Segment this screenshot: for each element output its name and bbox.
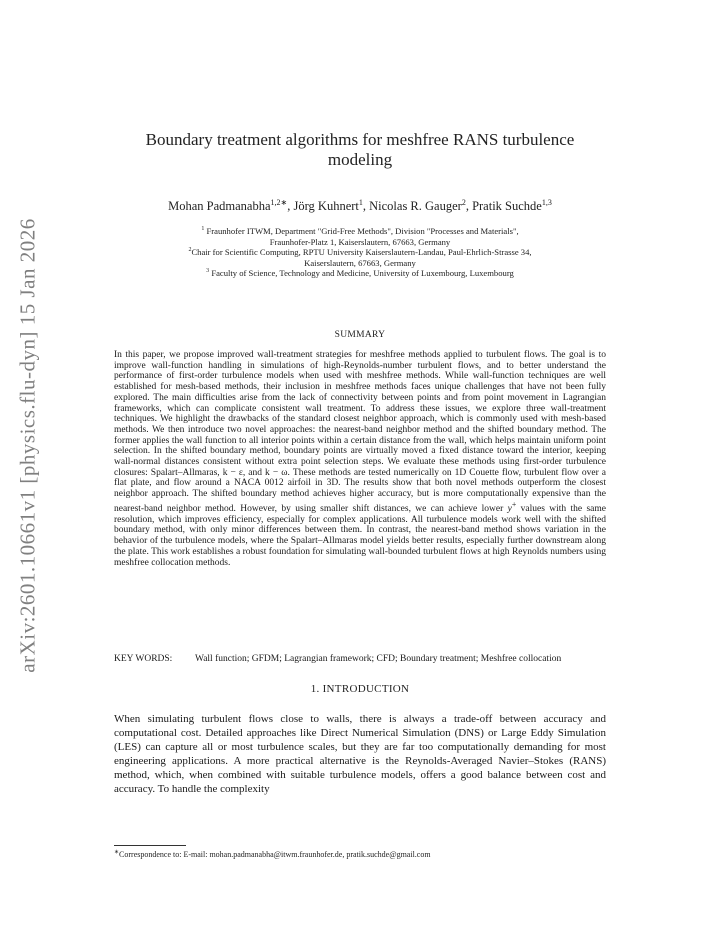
author-affiliation-mark: 1,2∗ bbox=[270, 197, 288, 207]
affiliation-mark: 3 bbox=[206, 268, 210, 275]
affiliation-mark: 2 bbox=[188, 247, 192, 254]
affiliation-3 bbox=[114, 268, 606, 279]
footnote-text: Correspondence to: E-mail: mohan.padmanabha@itwm.fraunhofer.de, pratik.suchde@gmail.com bbox=[119, 850, 431, 859]
arxiv-identifier: arXiv:2601.10661v1 [physics.flu-dyn] 15 Jan 2026 bbox=[15, 217, 40, 673]
abstract-part-2: values with the same resolution, which improves efficiency, especially for complex applications. All turbulence models work well with the shifted boundary method, with only minor differences between them. In contrast, the nearest-band method shows variation in the behavior of the turbulence models, where the Spalart–Allmaras model yields better results, especially further downstream along the plate. This work establishes a robust foundation for simulating wall-bounded turbulent flows at high Reynolds numbers using meshfree collocation methods. bbox=[114, 504, 606, 568]
correspondence-footnote bbox=[114, 850, 606, 859]
affiliation-line: Chair for Scientific Computing, RPTU University Kaiserslautern-Landau, Paul-Ehrlich-Strasse 34, bbox=[191, 247, 532, 257]
affiliation-line: Faculty of Science, Technology and Medicine, University of Luxembourg, Luxembourg bbox=[209, 268, 514, 278]
author-name: Nicolas R. Gauger bbox=[369, 199, 462, 213]
author-name: Jörg Kuhnert bbox=[293, 199, 359, 213]
author-affiliation-mark: 2 bbox=[461, 197, 466, 207]
introduction-paragraph: When simulating turbulent flows close to walls, there is always a trade-off between accuracy and computational cost. Detailed approaches like Direct Numerical Simulation (DNS) or Large Eddy Simulation (LES) can capture all or most turbulence scales, but they are far too computationally demanding for most engineering applications. A more practical alternative is the Reynolds-Averaged Navier–Stokes (RANS) method, which, when combined with suitable turbulence models, offers a good balance between cost and accuracy. To handle the complexity bbox=[114, 713, 606, 796]
keywords-text: Wall function; GFDM; Lagrangian framework; CFD; Boundary treatment; Meshfree collocation bbox=[195, 654, 562, 664]
affiliation-2 bbox=[114, 247, 606, 258]
author-name: Mohan Padmanabha bbox=[168, 199, 271, 213]
affiliations bbox=[114, 226, 606, 279]
author-affiliation-mark: 1 bbox=[358, 197, 363, 207]
title-line-2: modeling bbox=[327, 150, 393, 169]
arxiv-side-stamp bbox=[14, 215, 42, 675]
keywords-label: KEY WORDS: bbox=[114, 654, 173, 664]
yplus-superscript: + bbox=[511, 499, 517, 509]
author-affiliation-mark: 1,3 bbox=[541, 197, 552, 207]
affiliation-line: Fraunhofer ITWM, Department "Grid-Free Methods", Division "Processes and Materials", bbox=[204, 226, 519, 236]
paper-title bbox=[114, 130, 606, 170]
footnote-rule bbox=[114, 845, 186, 846]
author-list: Mohan Padmanabha$^{1,2∗}$, Jörg Kuhnert$^1$, Nicolas R. Gauger$^2$, Pratik Suchde$^{1,3}$ bbox=[168, 197, 552, 213]
section-heading-introduction: 1. INTRODUCTION bbox=[310, 683, 410, 695]
summary-heading: SUMMARY bbox=[334, 330, 386, 340]
abstract-text bbox=[114, 350, 606, 568]
keywords bbox=[114, 654, 606, 665]
affiliation-1 bbox=[114, 226, 606, 237]
author-name: Pratik Suchde bbox=[472, 199, 542, 213]
affiliation-2-cont: Kaiserslautern, 67663, Germany bbox=[304, 257, 416, 268]
title-line-1: Boundary treatment algorithms for meshfree RANS turbulence bbox=[145, 130, 575, 149]
affiliation-mark: 1 bbox=[201, 226, 205, 233]
affiliation-1-cont: Fraunhofer-Platz 1, Kaiserslautern, 67663, Germany bbox=[269, 236, 451, 247]
footnote-mark: ∗ bbox=[114, 849, 120, 856]
abstract-part-1: In this paper, we propose improved wall-treatment strategies for meshfree methods applied to turbulent flows. The goal is to improve wall-function handling in simulations of high-Reynolds-number turbulent flows, and to better understand the performance of first-order turbulence models when used with meshfree methods. While wall-function techniques are well established for mesh-based methods, their inclusion in meshfree methods faces unique challenges that have not been fully explored. The main difficulties arise from the lack of connectivity between points and from point movement in Lagrangian frameworks, which can complicate consistent wall treatment. To address these issues, we explore three wall-treatment techniques. We highlight the drawbacks of the standard closest neighbor approach, which is commonly used with mesh-based methods. We then introduce two novel approaches: the nearest-band neighbor method and the shifted boundary method. The former applies the wall function to all interior points within a certain distance from the wall, which helps maintain uniform point selection. In the shifted boundary method, boundary points are virtually moved a fixed distance toward the interior, keeping wall-normal distances consistent without extra point selection steps. We evaluate these methods using first-order turbulence closures: Spalart–Allmaras, k − ε, and k − ω. These methods are tested numerically on 1D Couette flow, turbulent flow over a flat plate, and flow around a NACA 0012 airfoil in 3D. The results show that both novel methods outperform the closest neighbor approach. The shifted boundary method achieves higher accuracy, but is more computationally expensive than the nearest-band neighbor method. However, by using smaller shift distances, we can achieve lower bbox=[114, 350, 606, 514]
yplus-symbol: y bbox=[507, 504, 512, 514]
